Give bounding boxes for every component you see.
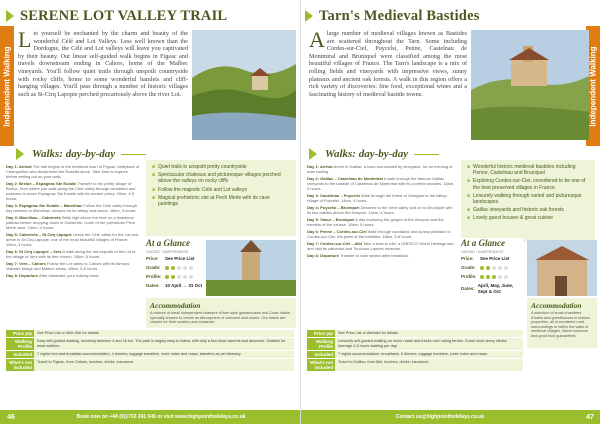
divider <box>121 154 146 155</box>
grade-dots <box>480 266 508 270</box>
footer-contact[interactable]: Book now on +44 (0)1763 241 045 or visit www.highpointholidays.co.uk <box>76 414 246 420</box>
right-page <box>300 0 600 424</box>
accommodation-text: A selection of small chambres d'hotes and guesthouses in historic properties, all in wonderful rural surroundings or within the walls of medieval villages. Warm welcome and good food guaranteed. <box>531 311 591 338</box>
right-title-bar <box>305 6 594 26</box>
title-arrow-icon <box>305 10 313 22</box>
glance-grade: Grade: <box>146 265 206 271</box>
grade-dots <box>165 266 193 270</box>
dropcap: A <box>309 27 325 52</box>
bullet-icon: ■ <box>467 207 471 214</box>
walks-heading: Walks: day-by-day <box>32 148 116 160</box>
day-item: Day 4: Puycelsi – Bruniquel Descend to the Vère valley and on to Bruniquel with its two castles above the Aveyron. 14km, 4 hours. <box>307 205 453 215</box>
section-tab: Independent Walking <box>0 26 14 146</box>
footer-bar <box>301 410 600 424</box>
accommodation-panel <box>146 298 296 328</box>
day-item: Day 8: Departure After breakfast, your holiday ends. <box>6 273 100 278</box>
day-item: Day 4: Marcilhac – Cabrerets Walk high above the river on a limestone plateau before dropping down to Cabrerets, home of the prehistoric Pech Merle cave. 14km, 4 hours. <box>6 215 136 230</box>
day-item: Day 5: Cabrerets – St Cirq Lapopie Leave the Célé valley for the Lot and arrive in St Cirq Lapopie, one of the most beautiful villages of France. 10km, 3 hours. <box>6 232 139 247</box>
highlights-panel <box>461 160 595 242</box>
bullet-icon: ■ <box>467 164 471 170</box>
table-row: Included 7 nights accommodation, breakfasts, 6 dinners, luggage transfers, route notes and maps. <box>307 351 523 359</box>
highlight-item: ■ Leisurely walking through varied and picturesque landscapes <box>467 192 582 206</box>
day-item: Day 8: Departure Transfer to train station after breakfast. <box>307 253 409 258</box>
accommodation-panel <box>527 298 597 348</box>
intro-text: L et yourself be enchanted by the charm and beauty of the wonderful Célé and Lot Valleys. Less well known than the Dordogne, the Célé and Lot valleys will leave you captivated by their beauty. Our linear self-guided walk begins in Figeac and travels downstream ending in Cahors, home of the Malbec vineyards. You'll follow quiet trails through unspoilt countryside with rocky cliffs, home to some wonderful hamlets and cliff-hanging villages. You'll pass through a number of historic villages such as St-Cirq Lapopie perched precariously above the river Lot. <box>18 27 188 98</box>
bullet-icon: ■ <box>152 186 156 193</box>
glance-dates: Dates: April, May, June, Sept & Oct <box>461 283 514 294</box>
day-item: Day 3: Espagnac Ste Eulalie – Marcilhac Follow the Célé valley through tiny hamlets to Marcilhac, famous for its abbey and caves. 16km, 5 hours. <box>6 203 137 213</box>
day-list <box>6 164 140 280</box>
glance-grade: Grade: <box>461 265 523 271</box>
table-row: Walking Profile Easy self-guided walking, involving between 4 and 16 km. The path is largely easy to follow, with only a few short ascents and descents. Suitable for most walkers. <box>6 338 294 351</box>
highlight-item: ■ Gaillac vineyards and historic oak forests <box>467 207 564 214</box>
valley-photo <box>192 30 296 140</box>
left-title-bar <box>6 6 296 26</box>
accommodation-text: A mixture of small independent chambre d'hote style guesthouses and 2-star hotels, specially chosen to create an atmosphere of welcome and charm. Our hotels are chosen for their location and character. <box>150 311 291 325</box>
at-a-glance <box>461 238 523 324</box>
glance-profile: Profile: <box>461 274 523 280</box>
page-title: Tarn's Medieval Bastides <box>319 7 480 24</box>
page-number: 46 <box>7 413 15 421</box>
village-photo <box>527 240 597 296</box>
bullet-icon: ■ <box>467 192 471 199</box>
highlights-panel <box>146 160 296 236</box>
profile-dots <box>165 275 193 279</box>
glance-heading: At a Glance <box>461 238 505 248</box>
walks-arrow-icon <box>309 148 317 160</box>
glance-profile: Profile: <box>146 274 206 280</box>
dropcap: L <box>18 27 32 52</box>
price-table <box>6 330 294 372</box>
walks-heading: Walks: day-by-day <box>325 148 409 160</box>
price-table <box>307 330 523 372</box>
highlight-item: ■ Magical prehistoric site at Pech Merle with its cave paintings <box>152 194 270 208</box>
bullet-icon: ■ <box>467 215 471 222</box>
highlight-item: ■ Wonderful historic medieval bastides including Penne, Castelnau and Bruniquel <box>467 164 576 177</box>
glance-dates: Dates: 10 April → 31 Oct <box>146 283 203 288</box>
table-row: Price p/p See Price List or Website for details <box>307 330 523 338</box>
highlight-item: ■ Spectacular chateaux and picturesque villages perched above the valleys on rocky cliffs <box>152 172 281 185</box>
walks-heading-bar <box>309 146 439 162</box>
accommodation-heading: Accommodation <box>150 301 201 310</box>
day-list <box>307 164 455 260</box>
bullet-icon: ■ <box>467 178 471 185</box>
day-item: Day 1: Arrival The trail begins in the medieval town of Figeac, birthplace of Champollion who deciphered the Rosetta stone. Take time to explore before setting out on your walk. <box>6 164 140 179</box>
glance-price: Price: See Price List <box>461 256 510 261</box>
highlight-item: ■ Follow the majestic Célé and Lot valleys <box>152 186 247 193</box>
day-item: Day 6: Penne – Cordes-sur-Ciel Walk through woodland and across plateaux to Cordes-sur-Ciel, the jewel of the bastides. 18km, 5-6 hours. <box>307 229 451 239</box>
glance-price: Price: See Price List <box>146 256 195 261</box>
table-row: Walking Profile Leisurely self-guided walking on minor roads and tracks over rolling terrain. Some short steep climbs. Average 4-5 hours walking per day. <box>307 338 523 351</box>
day-item: Day 2: Gaillac – Castelnau de Montmiral A walk through the famous Gaillac vineyards to the bastide of Castelnau de Montmiral with its covered arcades. 18km, 5 hours. <box>307 176 455 191</box>
day-item: Day 6: St Cirq Lapopie – Vers A walk along the old towpath of the Lot to the village of Vers with its fine church. 18km, 5 hours. <box>6 249 136 259</box>
table-row: Price p/p See Price List or Web Site for details <box>6 330 294 338</box>
divider <box>414 154 439 155</box>
profile-dots <box>480 275 508 279</box>
highlight-item: ■ Quiet trails in unspoilt pretty countryside <box>152 164 247 170</box>
day-item: Day 1: Arrival Arrive in Gaillac, a town surrounded by vineyards, for an evening of wine tasting. <box>307 164 453 174</box>
bullet-icon: ■ <box>152 172 156 179</box>
footer-bar <box>0 410 300 424</box>
day-item: Day 7: Cordes-sur-Ciel – Albi Take a train to Albi, a UNESCO World Heritage site, and visit its cathedral and Toulouse-Lautrec museum. <box>307 241 455 251</box>
glance-heading: At a Glance <box>146 238 190 248</box>
walks-heading-bar <box>16 146 146 162</box>
day-item: Day 5: Vaour – Bruniquel A day exploring the gorges of the Aveyron and the hamlets of the causse. 16km, 5 hours. <box>307 217 444 227</box>
table-row: What's not included Travel to Gaillac, from Albi, lunches, drinks, insurance. <box>307 359 523 372</box>
church-photo <box>206 240 296 296</box>
footer-contact[interactable]: Contact us@highpointholidays.co.uk <box>395 414 485 420</box>
walks-arrow-icon <box>16 148 24 160</box>
table-row: Included 7 nights bed and breakfast accommodation, 4 dinners, luggage transfers, route notes and maps, transfers as per itinerary. <box>6 351 294 359</box>
bastide-photo <box>471 30 589 140</box>
page-title: SERENE LOT VALLEY TRAIL <box>20 7 228 24</box>
highlight-item: ■ Exploring Cordes-sur-Ciel, considered to be one of the best preserved villages in France <box>467 178 586 191</box>
bullet-icon: ■ <box>152 164 156 170</box>
page-number: 47 <box>586 413 594 421</box>
section-tab: Independent Walking <box>586 26 600 146</box>
bullet-icon: ■ <box>152 194 156 201</box>
title-arrow-icon <box>6 10 14 22</box>
day-item: Day 2: Brelue – Espagnac Ste Eulalie Transfer to the pretty village of Brelue, from where you walk along the Célé valley through woodland and pastures to reach Espagnac Ste Eulalie with its ancient priory. 16km, 4-5 hours. <box>6 181 136 201</box>
table-row: What's not included Travel to Figeac, from Cahors, lunches, drinks, insurance. <box>6 359 294 372</box>
day-item: Day 3: Castelnau – Puycelsi Walk through the forest of Grésigne to the hilltop village of Puycelsi. 14km, 4 hours. <box>307 193 447 203</box>
highlight-item: ■ Lovely guest houses & great cuisine <box>467 215 554 222</box>
glance-sub: GUIDED / INDEPENDENT <box>461 250 504 254</box>
day-item: Day 7: Vers – Cahors Follow the Lot valley to Cahors with its famous Valentré bridge and Malbec wines. 18km, 5-6 hours. <box>6 261 130 271</box>
accommodation-heading: Accommodation <box>531 301 582 310</box>
glance-sub: GUIDED / INDEPENDENT <box>146 250 189 254</box>
intro-text: A large number of medieval villages known as Bastides are scattered throughout the Tarn. Some including Cordes-sur-Ciel, Puycelsi, Penne, Castelnau de Montmiral and Bruniquel were classified among the most beautiful villages of France. The Tarn's landscape is a mix of rolling fields and vineyards with impressive views, sunny plateaux and ancient oak forests. A walk in this region offers a rich variety of discoveries: fine food, exceptional wines and a fascinating history of medieval bastide towns. <box>309 27 467 98</box>
